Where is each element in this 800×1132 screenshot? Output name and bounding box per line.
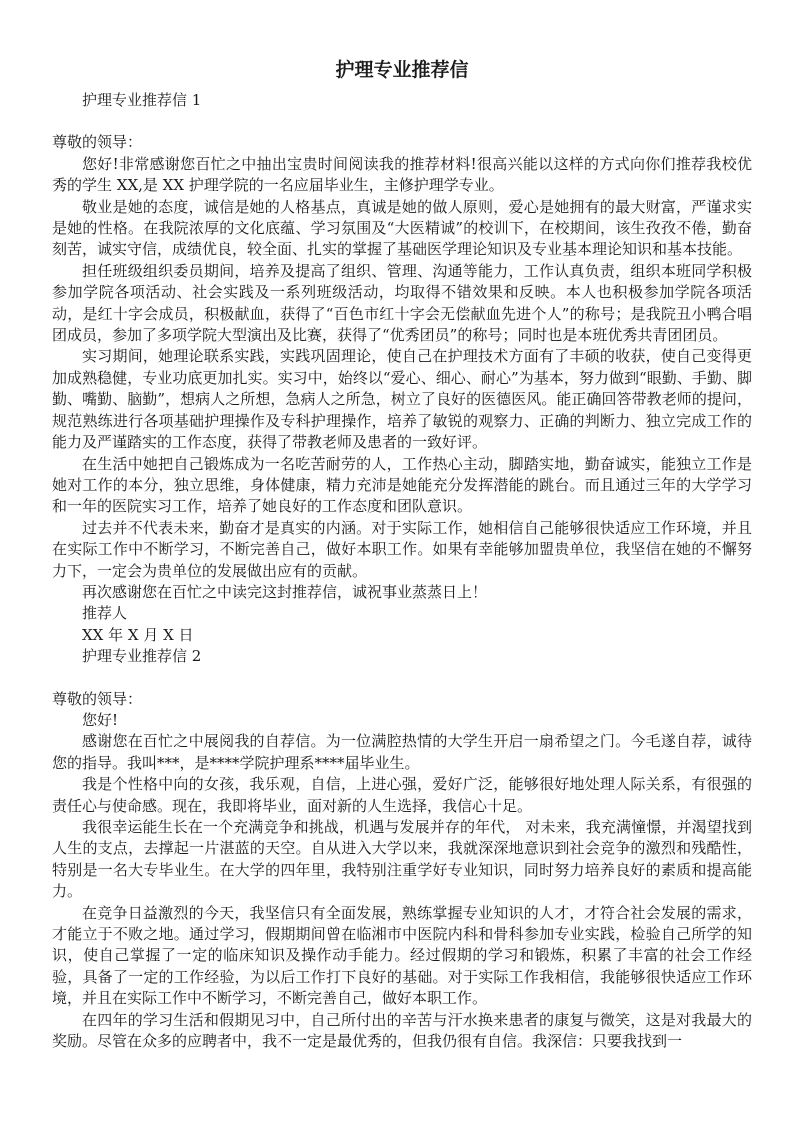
letter-1-signer: 推荐人 (82, 604, 128, 623)
letter-1-salutation: 尊敬的领导： (52, 133, 143, 152)
letter-1-paragraph: 实习期间，她理论联系实践，实践巩固理论，使自己在护理技术方面有了丰硕的收获，使自己变得更加成熟稳健，专业功底更加扎实。实习中，始终以“爱心、细心、耐心”为基本，努力做到“眼勤、手勤、脚勤、嘴勤、脑勤”，想病人之所想，急病人之所急，树立了良好的医德医风。能正确回答带教老师的提问，规范熟练进行各项基础护理操作及专科护理操作，培养了敏锐的观察力、正确的判断力、独立完成工作的能力及严谨踏实的工作态度，获得了带教老师及患者的一致好评。 (52, 347, 752, 452)
letter-1-date: XX 年 X 月 X 日 (82, 625, 194, 644)
document-title: 护理专业推荐信 (335, 59, 469, 81)
letter-2-heading: 护理专业推荐信 2 (82, 647, 202, 666)
letter-1-paragraph: 再次感谢您在百忙之中读完这封推荐信，诚祝事业蒸蒸日上！ (82, 582, 488, 601)
letter-2-paragraph: 在竞争日益激烈的今天，我坚信只有全面发展，熟练掌握专业知识的人才，才符合社会发展的需求，才能立于不败之地。通过学习，假期期间曾在临湘市中医院内科和骨科参加专业实践，检验自己所学的知识，使自己掌握了一定的临床知识及操作动手能力。经过假期的学习和锻炼，积累了丰富的社会工作经验，具备了一定的工作经验，为以后工作打下良好的基础。对于实际工作我相信，我能够很快适应工作环境，并且在实际工作中不断学习，不断完善自己，做好本职工作。 (52, 903, 752, 1008)
letter-2-salutation: 尊敬的领导： (52, 689, 143, 708)
letter-2-greeting: 您好! (82, 710, 119, 729)
letter-1-paragraph: 敬业是她的态度，诚信是她的人格基点，真诚是她的做人原则，爱心是她拥有的最大财富，严谨求实是她的性格。在我院浓厚的文化底蕴、学习氛围及“大医精诚”的校训下，在校期间，该生孜孜不倦，勤奋刻苦，诚实守信，成绩优良，较全面、扎实的掌握了基础医学理论知识及专业基本理论知识和基本技能。 (52, 197, 752, 259)
letter-1-heading: 护理专业推荐信 1 (82, 91, 202, 109)
spacer (52, 668, 752, 689)
document-page (52, 56, 752, 1052)
letter-1-paragraph: 您好!非常感谢您百忙之中抽出宝贵时间阅读我的推荐材料!很高兴能以这样的方式向你们推荐我校优秀的学生 XX,是 XX 护理学院的一名应届毕业生，主修护理学专业。 (52, 154, 752, 195)
letter-2-paragraph: 我很幸运能生长在一个充满竞争和挑战，机遇与发展并存的年代， 对未来，我充满憧憬，并渴望找到人生的支点，去撑起一片湛蓝的天空。自从进入大学以来，我就深深地意识到社会竞争的激烈和残酷性，特别是一名大专毕业生。在大学的四年里，我特别注重学好专业知识，同时努力培养良好的素质和提高能力。 (52, 818, 752, 901)
letter-2-paragraph: 感谢您在百忙之中展阅我的自荐信。为一位满腔热情的大学生开启一扇希望之门。今毛遂自荐，诚待您的指导。我叫***，是****学院护理系****届毕业生。 (52, 732, 752, 772)
spacer (52, 111, 752, 132)
letter-1-paragraph: 过去并不代表未来，勤奋才是真实的内涵。对于实际工作，她相信自己能够很快适应工作环境，并且在实际工作中不断学习，不断完善自己，做好本职工作。如果有幸能够加盟贵单位，我坚信在她的不懈努力下，一定会为贵单位的发展做出应有的贡献。 (52, 518, 752, 580)
letter-2-paragraph: 我是个性格中向的女孩，我乐观，自信，上进心强，爱好广泛，能够很好地处理人际关系，有很强的责任心与使命感。现在，我即将毕业，面对新的人生选择，我信心十足。 (52, 775, 752, 815)
letter-2-paragraph: 在四年的学习生活和假期见习中，自己所付出的辛苦与汗水换来患者的康复与微笑，这是对我最大的奖励。尽管在众多的应聘者中，我不一定是最优秀的，但我仍很有自信。我深信：只要我找到一 (52, 1010, 752, 1051)
letter-1-paragraph: 在生活中她把自己锻炼成为一名吃苦耐劳的人，工作热心主动，脚踏实地，勤奋诚实，能独立工作是她对工作的本分，独立思维，身体健康，精力充沛是她能充分发挥潜能的跳台。而且通过三年的大学学习和一年的医院实习工作，培养了她良好的工作态度和团队意识。 (52, 454, 752, 516)
letter-1-paragraph: 担任班级组织委员期间，培养及提高了组织、管理、沟通等能力，工作认真负责，组织本班同学积极参加学院各项活动、社会实践及一系列班级活动，均取得不错效果和反映。本人也积极参加学院各项活动，是红十字会成员，积极献血，获得了“百色市红十字会无偿献血先进个人”的称号；是我院丑小鸭合唱团成员，参加了多项学院大型演出及比赛，获得了“优秀团员”的称号；同时也是本班优秀共青团团员。 (52, 261, 752, 345)
